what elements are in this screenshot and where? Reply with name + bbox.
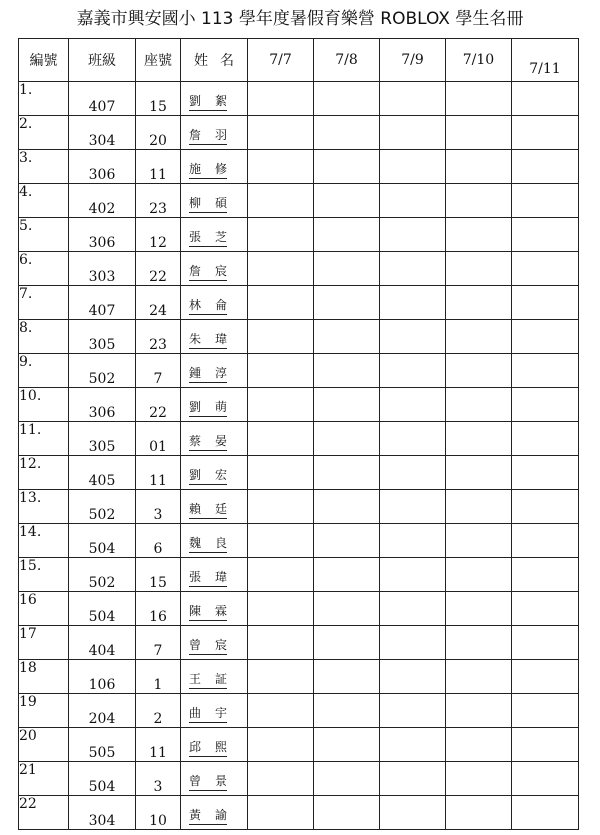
attendance-cell [446,184,512,218]
attendance-cell [314,694,380,728]
student-seat: 22 [136,252,181,286]
student-number: 14. [19,524,69,558]
header-row [19,39,579,82]
student-class: 405 [69,456,136,490]
student-name-first: 黃 [189,808,202,822]
attendance-cell [248,762,314,796]
attendance-cell [248,558,314,592]
attendance-cell [248,456,314,490]
student-name-first: 曾 [189,774,202,788]
attendance-cell [380,184,446,218]
attendance-cell [380,150,446,184]
attendance-cell [446,150,512,184]
student-class: 305 [69,422,136,456]
attendance-cell [314,116,380,150]
student-name-cell [181,320,248,354]
attendance-cell [248,320,314,354]
student-name-cell [181,286,248,320]
table-row [19,694,579,728]
student-name-cell [181,388,248,422]
attendance-cell [512,116,579,150]
student-name-cell [181,524,248,558]
attendance-cell [314,286,380,320]
student-name-last: 晏 [214,434,227,448]
student-name-cell [181,218,248,252]
student-name-cell [181,796,248,830]
attendance-cell [314,524,380,558]
attendance-cell [380,796,446,830]
student-name-cell [181,354,248,388]
student-class: 407 [69,286,136,320]
student-number: 17 [19,626,69,660]
student-name-first: 劉 [189,400,202,414]
student-name-first: 賴 [189,502,202,516]
student-name-first: 劉 [189,468,202,482]
student-class: 505 [69,728,136,762]
student-class: 504 [69,592,136,626]
student-name-cell [181,422,248,456]
student-name-last: 熙 [214,740,227,754]
student-class: 106 [69,660,136,694]
attendance-cell [512,218,579,252]
attendance-cell [380,82,446,116]
student-seat: 11 [136,150,181,184]
roster-table [18,38,579,830]
student-class: 404 [69,626,136,660]
student-name-last: 宏 [214,468,227,482]
student-name [189,92,227,111]
student-name-first: 曲 [189,706,202,720]
student-name [189,670,227,689]
table-row [19,388,579,422]
attendance-cell [446,762,512,796]
student-number: 3. [19,150,69,184]
student-number: 13. [19,490,69,524]
student-name [189,636,227,655]
student-name-last: 景 [214,774,227,788]
table-row [19,762,579,796]
student-seat: 16 [136,592,181,626]
attendance-cell [314,490,380,524]
attendance-cell [248,728,314,762]
student-name-last: 宸 [214,638,227,652]
attendance-cell [512,694,579,728]
student-name [189,772,227,791]
attendance-cell [380,592,446,626]
student-seat: 24 [136,286,181,320]
table-row [19,252,579,286]
student-name-first: 邱 [189,740,202,754]
student-name-cell [181,660,248,694]
student-number: 22 [19,796,69,830]
attendance-cell [512,660,579,694]
attendance-cell [314,728,380,762]
attendance-cell [446,694,512,728]
student-class: 306 [69,150,136,184]
table-row [19,184,579,218]
attendance-cell [248,150,314,184]
header-name: 姓名 [181,39,248,82]
student-class: 407 [69,82,136,116]
student-class: 306 [69,218,136,252]
student-name-cell [181,456,248,490]
student-name [189,602,227,621]
attendance-cell [248,286,314,320]
student-number: 15. [19,558,69,592]
attendance-cell [314,626,380,660]
student-name-first: 陳 [189,604,202,618]
attendance-cell [314,218,380,252]
student-name-last: 宸 [214,264,227,278]
student-name-last: 廷 [214,502,227,516]
student-seat: 11 [136,728,181,762]
student-class: 502 [69,558,136,592]
student-number: 4. [19,184,69,218]
student-name [189,330,227,349]
attendance-cell [446,252,512,286]
attendance-cell [446,626,512,660]
student-name [189,126,227,145]
student-name-last: 霖 [214,604,227,618]
student-name-cell [181,626,248,660]
student-name [189,194,227,213]
student-number: 1. [19,82,69,116]
attendance-cell [446,218,512,252]
attendance-cell [248,422,314,456]
student-seat: 15 [136,558,181,592]
attendance-cell [446,456,512,490]
student-name-last: 絮 [214,94,227,108]
student-name [189,806,227,825]
header-date-3: 7/9 [380,39,446,82]
student-name-first: 張 [189,570,202,584]
attendance-cell [380,626,446,660]
student-seat: 12 [136,218,181,252]
student-name-last: 芝 [214,230,227,244]
student-number: 19 [19,694,69,728]
attendance-cell [248,354,314,388]
attendance-cell [380,286,446,320]
attendance-cell [512,762,579,796]
page-title: 嘉義市興安國小 113 學年度暑假育樂營 ROBLOX 學生名冊 [76,9,524,29]
attendance-cell [446,524,512,558]
student-seat: 6 [136,524,181,558]
student-number: 7. [19,286,69,320]
table-row [19,354,579,388]
student-number: 10. [19,388,69,422]
attendance-cell [446,558,512,592]
attendance-cell [380,252,446,286]
attendance-cell [446,320,512,354]
attendance-cell [248,184,314,218]
student-class: 402 [69,184,136,218]
student-seat: 23 [136,320,181,354]
student-name [189,704,227,723]
attendance-cell [380,558,446,592]
student-number: 2. [19,116,69,150]
student-name-cell [181,116,248,150]
student-name-cell [181,252,248,286]
student-name [189,398,227,417]
attendance-cell [512,82,579,116]
attendance-cell [314,82,380,116]
attendance-cell [248,252,314,286]
table-row [19,796,579,830]
attendance-cell [380,116,446,150]
attendance-cell [380,762,446,796]
student-number: 20 [19,728,69,762]
attendance-cell [380,490,446,524]
student-class: 504 [69,762,136,796]
student-name-first: 曾 [189,638,202,652]
student-name [189,364,227,383]
student-name-last: 萌 [214,400,227,414]
student-name-last: 淳 [214,366,227,380]
student-name-last: 瑋 [214,570,227,584]
attendance-cell [512,354,579,388]
attendance-cell [446,388,512,422]
attendance-cell [314,592,380,626]
student-seat: 22 [136,388,181,422]
student-class: 303 [69,252,136,286]
student-seat: 7 [136,626,181,660]
attendance-cell [314,558,380,592]
student-name [189,568,227,587]
table-row [19,728,579,762]
table-row [19,82,579,116]
student-name-last: 良 [214,536,227,550]
student-number: 5. [19,218,69,252]
attendance-cell [512,286,579,320]
student-name-first: 蔡 [189,434,202,448]
student-seat: 15 [136,82,181,116]
student-class: 304 [69,116,136,150]
student-name-first: 張 [189,230,202,244]
attendance-cell [512,592,579,626]
attendance-cell [314,422,380,456]
student-name-cell [181,184,248,218]
student-class: 504 [69,524,136,558]
student-seat: 2 [136,694,181,728]
attendance-cell [512,558,579,592]
attendance-cell [512,252,579,286]
header-date-4: 7/10 [446,39,512,82]
attendance-cell [248,116,314,150]
attendance-cell [512,422,579,456]
student-seat: 3 [136,490,181,524]
attendance-cell [248,490,314,524]
student-seat: 23 [136,184,181,218]
attendance-cell [446,490,512,524]
table-row [19,490,579,524]
student-name-last: 修 [214,162,227,176]
student-number: 6. [19,252,69,286]
attendance-cell [314,354,380,388]
attendance-cell [314,320,380,354]
student-name-first: 詹 [189,128,202,142]
student-name-cell [181,762,248,796]
attendance-cell [380,354,446,388]
header-class: 班級 [69,39,136,82]
attendance-cell [512,524,579,558]
student-name-cell [181,82,248,116]
table-row [19,150,579,184]
attendance-cell [314,388,380,422]
attendance-cell [380,388,446,422]
attendance-cell [248,626,314,660]
attendance-cell [446,728,512,762]
attendance-cell [380,218,446,252]
header-seat: 座號 [136,39,181,82]
student-name-last: 証 [214,672,227,686]
student-class: 204 [69,694,136,728]
student-name-first: 柳 [189,196,202,210]
table-row [19,286,579,320]
student-name [189,262,227,281]
attendance-cell [446,660,512,694]
student-class: 502 [69,490,136,524]
attendance-cell [512,456,579,490]
attendance-cell [248,660,314,694]
table-row [19,558,579,592]
student-name-first: 詹 [189,264,202,278]
table-row [19,422,579,456]
attendance-cell [248,592,314,626]
student-name-cell [181,558,248,592]
student-seat: 20 [136,116,181,150]
student-name [189,500,227,519]
student-name-last: 瑋 [214,332,227,346]
attendance-cell [314,252,380,286]
student-name-last: 宇 [214,706,227,720]
student-name [189,228,227,247]
attendance-cell [512,796,579,830]
header-date-5: 7/11 [512,39,579,82]
table-row [19,592,579,626]
attendance-cell [380,728,446,762]
student-name-cell [181,490,248,524]
student-name-last: 諭 [214,808,227,822]
attendance-cell [446,286,512,320]
attendance-cell [446,354,512,388]
student-seat: 11 [136,456,181,490]
student-class: 305 [69,320,136,354]
attendance-cell [314,184,380,218]
student-name-last: 碩 [214,196,227,210]
student-name-first: 林 [189,298,202,312]
attendance-cell [446,116,512,150]
table-row [19,320,579,354]
attendance-cell [512,184,579,218]
student-name-cell [181,728,248,762]
header-number: 編號 [19,39,69,82]
table-row [19,456,579,490]
attendance-cell [248,388,314,422]
attendance-cell [380,524,446,558]
student-name-first: 施 [189,162,202,176]
attendance-cell [512,728,579,762]
attendance-cell [248,524,314,558]
attendance-cell [380,320,446,354]
student-name-first: 劉 [189,94,202,108]
student-class: 304 [69,796,136,830]
student-name [189,432,227,451]
table-row [19,116,579,150]
student-class: 306 [69,388,136,422]
student-seat: 10 [136,796,181,830]
header-date-2: 7/8 [314,39,380,82]
attendance-cell [248,796,314,830]
table-row [19,660,579,694]
attendance-cell [512,320,579,354]
student-name-cell [181,150,248,184]
student-number: 11. [19,422,69,456]
attendance-cell [380,456,446,490]
attendance-cell [380,694,446,728]
student-name [189,296,227,315]
student-number: 8. [19,320,69,354]
attendance-cell [314,796,380,830]
student-number: 21 [19,762,69,796]
attendance-cell [380,660,446,694]
attendance-cell [314,456,380,490]
student-name-cell [181,694,248,728]
attendance-cell [314,150,380,184]
attendance-cell [446,82,512,116]
student-name-first: 王 [189,672,202,686]
attendance-cell [512,150,579,184]
student-name [189,466,227,485]
attendance-cell [512,388,579,422]
attendance-cell [314,762,380,796]
attendance-cell [512,626,579,660]
student-name-first: 鍾 [189,366,202,380]
student-number: 9. [19,354,69,388]
attendance-cell [446,796,512,830]
student-name-first: 魏 [189,536,202,550]
attendance-cell [314,660,380,694]
attendance-cell [512,490,579,524]
student-name-last: 侖 [214,298,227,312]
student-name-last: 羽 [214,128,227,142]
student-name [189,160,227,179]
student-number: 16 [19,592,69,626]
table-row [19,218,579,252]
student-class: 502 [69,354,136,388]
student-name [189,534,227,553]
attendance-cell [248,218,314,252]
attendance-cell [248,82,314,116]
student-seat: 7 [136,354,181,388]
header-date-1: 7/7 [248,39,314,82]
student-number: 12. [19,456,69,490]
table-row [19,626,579,660]
attendance-cell [380,422,446,456]
student-name-cell [181,592,248,626]
student-number: 18 [19,660,69,694]
student-name-first: 朱 [189,332,202,346]
attendance-cell [446,592,512,626]
student-name [189,738,227,757]
table-row [19,524,579,558]
student-seat: 1 [136,660,181,694]
attendance-cell [248,694,314,728]
student-seat: 3 [136,762,181,796]
student-seat: 01 [136,422,181,456]
attendance-cell [446,422,512,456]
